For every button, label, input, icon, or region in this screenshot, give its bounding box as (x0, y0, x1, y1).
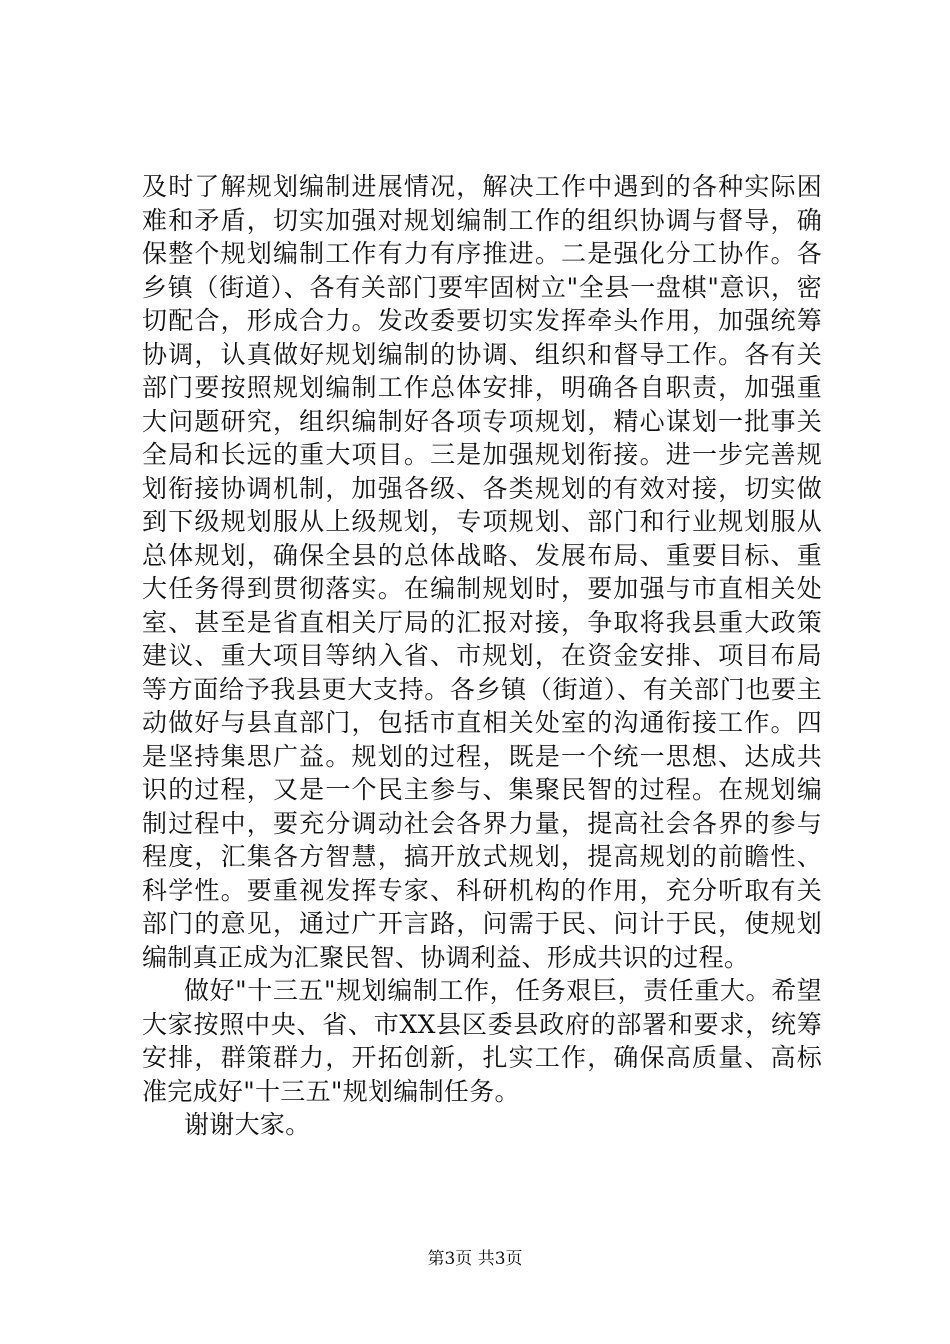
paragraph-continued: 及时了解规划编制进展情况，解决工作中遇到的各种实际困难和矛盾，切实加强对规划编制工作的组织协调与督导，确保整个规划编制工作有力有序推进。二是强化分工协作。各乡镇（街道）、各有关部门要牢固树立"全县一盘棋"意识，密切配合，形成合力。发改委要切实发挥牵头作用，加强统筹协调，认真做好规划编制的协调、组织和督导工作。各有关部门要按照规划编制工作总体安排，明确各自职责，加强重大问题研究，组织编制好各项专项规划，精心谋划一批事关全局和长远的重大项目。三是加强规划衔接。进一步完善规划衔接协调机制，加强各级、各类规划的有效对接，切实做到下级规划服从上级规划，专项规划、部门和行业规划服从总体规划，确保全县的总体战略、发展布局、重要目标、重大任务得到贯彻落实。在编制规划时，要加强与市直相关处室、甚至是省直相关厅局的汇报对接，争取将我县重大政策建议、重大项目等纳入省、市规划，在资金安排、项目布局等方面给予我县更大支持。各乡镇（街道）、有关部门也要主动做好与县直部门，包括市直相关处室的沟通衔接工作。四是坚持集思广益。规划的过程，既是一个统一思想、达成共识的过程，又是一个民主参与、集聚民智的过程。在规划编制过程中，要充分调动社会各界力量，提高社会各界的参与程度，汇集各方智慧，搞开放式规划，提高规划的前瞻性、科学性。要重视发挥专家、科研机构的作用，充分听取有关部门的意见，通过广开言路，问需于民、问计于民，使规划编制真正成为汇聚民智、协调利益、形成共识的过程。 (142, 172, 822, 972)
page-number-footer: 第3页 共3页 (427, 1249, 523, 1269)
paragraph-conclusion: 做好"十三五"规划编制工作，任务艰巨，责任重大。希望大家按照中央、省、市XX县区委县政府的部署和要求，统筹安排，群策群力，开拓创新，扎实工作，确保高质量、高标准完成好"十三五"规划编制任务。 (142, 976, 822, 1106)
document-body (142, 170, 822, 1142)
paragraph-thanks: 谢谢大家。 (184, 1110, 311, 1139)
